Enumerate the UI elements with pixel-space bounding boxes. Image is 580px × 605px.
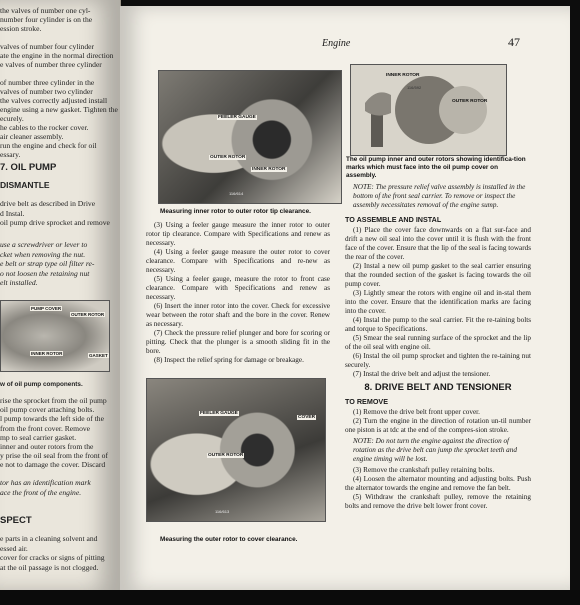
assemble-steps <box>345 226 531 379</box>
middle-column-text <box>146 221 330 365</box>
heading-oil-pump: 7. OIL PUMP <box>0 162 57 173</box>
outer-rotor-clearance-photo <box>146 378 326 522</box>
text-line: elt installed. <box>0 278 38 287</box>
procedure-step: (6) Insert the inner rotor into the cover. Check for excessive wear between the rotor shaft and the bore in the cover. Renew as necessary. <box>146 302 330 328</box>
note-relief-valve: NOTE: The pressure relief valve assembly is installed in the bottom of the front seal carrier. To remove or inspect the assembly necessitates removal of the engine sump. <box>353 183 526 209</box>
right-column-text <box>345 183 531 511</box>
photo-code: 116/592 <box>407 85 422 90</box>
assemble-step: (1) Place the cover face downwards on a flat sur-face and drift a new oil seal into the cover until it is flush with the front face of the cover. Ensure that the lip of the seal is facing towards the rear of the cover. <box>345 226 532 261</box>
text-line: e belt or strap type oil filter re- <box>0 259 95 268</box>
left-photo-caption: w of oil pump components. <box>0 381 83 388</box>
text-line: rise the sprocket from the oil pump <box>0 396 107 405</box>
label-outer-rotor: OUTER ROTOR <box>208 453 244 458</box>
text-line: ate the engine in the normal direction <box>0 51 114 60</box>
text-line: use a screwdriver or lever to <box>0 240 88 249</box>
photo3-caption: Measuring the outer rotor to cover clearance. <box>160 536 298 543</box>
remove-step: (5) Withdraw the crankshaft pulley, remove the retaining bolts and remove the drive belt lower front cover. <box>345 493 531 510</box>
label-pump-cover: PUMP COVER <box>31 306 62 311</box>
assemble-step: (2) Instal a new oil pump gasket to the seal carrier ensuring that the rounded section of the gasket is facing towards the oil pump cover. <box>345 262 531 288</box>
text-line: ecurely. <box>0 114 24 123</box>
text-line: valves of number two cylinder <box>0 87 93 96</box>
remove-steps-a <box>345 408 531 435</box>
procedure-step: (7) Check the pressure relief plunger and bore for scoring or pitting. Check that the plunger is a smooth sliding fit in the bore. <box>146 329 330 355</box>
remove-step: (3) Remove the crankshaft pulley retaining bolts. <box>353 466 495 474</box>
page-number: 47 <box>508 35 520 49</box>
label-feeler-gauge: FEELER GAUGE <box>200 411 238 416</box>
rotor-identification-photo <box>350 64 507 156</box>
label-inner-rotor: INNER ROTOR <box>386 73 420 78</box>
procedure-step: (8) Inspect the relief spring for damage or breakage. <box>154 356 304 364</box>
text-line: drive belt as described in Drive <box>0 199 96 208</box>
text-line: e not to damage the cover. Discard <box>0 460 106 470</box>
left-page <box>0 0 121 592</box>
text-line: of number three cylinder in the <box>0 78 95 87</box>
procedure-step: (3) Using a feeler gauge measure the inner rotor to outer rotor tip clearance. Compare with Specifications and renew as necessary. <box>146 221 330 247</box>
label-outer-rotor: OUTER ROTOR <box>71 312 105 317</box>
text-line: oil pump drive sprocket and remove <box>0 218 110 227</box>
text-line: number four cylinder is on the <box>0 15 93 24</box>
label-feeler-gauge: FEELER GAUGE <box>218 115 256 120</box>
label-outer-rotor: OUTER ROTOR <box>210 155 246 160</box>
text-line: at the oil passage is not clogged. <box>0 562 99 572</box>
label-gasket: GASKET <box>89 353 108 358</box>
text-line: air cleaner assembly. <box>0 132 64 141</box>
text-line: o not loosen the retaining nut <box>0 268 90 278</box>
text-line: e parts in a cleaning solvent and <box>0 534 98 543</box>
text-line: y prise the oil seal from the front of <box>0 451 108 461</box>
assemble-step: (7) Instal the drive belt and adjust the tensioner. <box>353 370 491 378</box>
procedure-step: (4) Using a feeler gauge measure the outer rotor to cover clearance. Compare with Specifications and re-new as necessary. <box>146 248 330 274</box>
text-line: e valves of number three cylinder <box>0 60 102 69</box>
assemble-step: (5) Smear the seal running surface of the sprocket and the lip of the oil seal with engine oil. <box>345 334 531 351</box>
text-line: the valves correctly adjusted install <box>0 96 108 105</box>
text-line: run the engine and check for oil <box>0 141 97 150</box>
photo2-caption: The oil pump inner and outer rotors showing identifica-tion marks which must face into the oil pump cover on assembly. <box>346 156 526 179</box>
text-line: ace the front of the engine. <box>0 487 82 497</box>
label-inner-rotor: INNER ROTOR <box>31 351 63 356</box>
photo-code: 116/614 <box>229 191 244 196</box>
text-line: cover for cracks or signs of pitting <box>0 553 105 562</box>
assemble-step: (6) Instal the oil pump sprocket and tighten the re-taining nut securely. <box>345 352 531 369</box>
inner-rotor-clearance-photo <box>158 70 342 204</box>
remove-step: (4) Loosen the alternator mounting and adjusting bolts. Push the alternator towards the engine and remove the fan belt. <box>345 475 531 492</box>
section-drive-belt: 8. DRIVE BELT AND TENSIONER <box>364 382 512 393</box>
assemble-step: (3) Lightly smear the rotors with engine oil and in-stal them into the cover. Ensure that the identification marks are facing into the cover. <box>345 289 531 315</box>
heading-to-remove: TO REMOVE <box>345 397 388 406</box>
text-line: valves of number four cylinder <box>0 42 95 51</box>
text-line: essed air. <box>0 543 28 553</box>
heading-dismantle: DISMANTLE <box>0 180 50 190</box>
remove-step: (2) Turn the engine in the direction of rotation un-til number one piston is at tdc at the end of the compres-sion stroke. <box>345 417 531 434</box>
photo1-caption: Measuring inner rotor to outer rotor tip clearance. <box>160 208 311 215</box>
remove-step: (1) Remove the drive belt front upper cover. <box>353 408 480 416</box>
heading-assemble-install: TO ASSEMBLE AND INSTAL <box>345 215 442 224</box>
label-cover: COVER <box>298 415 316 420</box>
text-line: cket when removing the nut. <box>0 249 86 259</box>
text-line: ession stroke. <box>0 24 42 33</box>
heading-inspect: SPECT <box>0 515 32 526</box>
assemble-step: (4) Instal the pump to the seal carrier. Fit the re-taining bolts and torque to Specifications. <box>345 316 531 333</box>
running-header-title: Engine <box>322 38 351 49</box>
text-line: essary. <box>0 150 21 159</box>
label-inner-rotor: INNER ROTOR <box>252 167 286 172</box>
text-line: mp to seal carrier gasket. <box>0 432 77 442</box>
photo-code: 116/613 <box>215 509 230 514</box>
bottom-edge <box>0 590 580 605</box>
text-line: from the front cover. Remove <box>0 423 91 433</box>
text-line: d Instal. <box>0 208 25 218</box>
label-outer-rotor: OUTER ROTOR <box>452 99 488 104</box>
rotor-drawing <box>351 65 506 155</box>
text-line: he cables to the rocker cover. <box>0 123 89 132</box>
text-line: tor has an identification mark <box>0 478 91 487</box>
procedure-step: (5) Using a feeler gauge, measure the rotor to front case clearance. Compare with Specifications and renew as necessary. <box>146 275 330 301</box>
text-line: l pump towards the left side of the <box>0 414 104 424</box>
text-line: engine using a new gasket. Tighten the <box>0 105 118 114</box>
text-line: inner and outer rotors from the <box>0 442 94 451</box>
text-line: oil pump cover attaching bolts. <box>0 405 95 415</box>
text-line: the valves of number one cyl- <box>0 6 91 15</box>
note-rotation: NOTE: Do not turn the engine against the direction of rotation as the drive belt can jump the sprocket teeth and engine timing will be lost. <box>353 437 517 463</box>
remove-steps-b <box>345 466 531 511</box>
